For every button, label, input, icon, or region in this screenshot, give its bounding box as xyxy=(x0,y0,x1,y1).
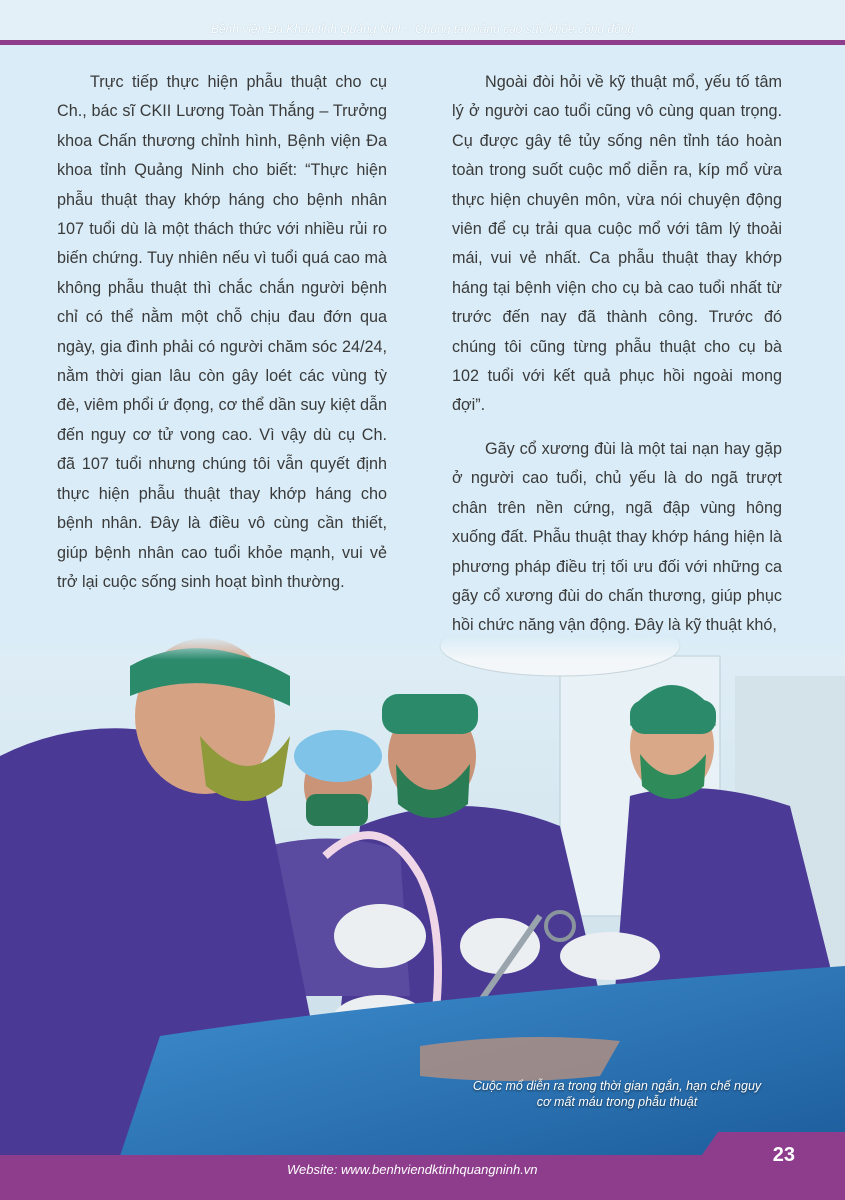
article-column-left xyxy=(57,68,387,611)
paragraph: Trực tiếp thực hiện phẫu thuật cho cụ Ch., bác sĩ CKII Lương Toàn Thắng – Trưởng khoa Chấn thương chỉnh hình, Bệnh viện Đa khoa tỉnh Quảng Ninh cho biết: “Thực hiện phẫu thuật thay khớp háng cho bệnh nhân 107 tuổi dù là một thách thức với nhiều rủi ro biến chứng. Tuy nhiên nếu vì tuổi quá cao mà không phẫu thuật thì chắc chắn người bệnh chỉ có thể nằm một chỗ chịu đau đớn qua ngày, gia đình phải có người chăm sóc 24/24, nằm thời gian lâu còn gây loét các vùng tỳ đè, viêm phổi ứ đọng, cơ thể dần suy kiệt dẫn đến nguy cơ tử vong cao. Vì vậy dù cụ Ch. đã 107 tuổi nhưng chúng tôi vẫn quyết định thực hiện phẫu thuật thay khớp háng cho bệnh nhân. Đây là điều vô cùng cần thiết, giúp bệnh nhân cao tuổi khỏe mạnh, vui vẻ trở lại cuộc sống sinh hoạt bình thường. xyxy=(57,73,387,591)
photo-caption: Cuộc mổ diễn ra trong thời gian ngắn, hạn chế nguy cơ mất máu trong phẫu thuật xyxy=(472,1079,762,1109)
article-column-right xyxy=(452,68,782,655)
header-rule xyxy=(0,40,845,45)
footer-website[interactable]: Website: www.benhviendktinhquangninh.vn xyxy=(287,1162,538,1177)
page-number: 23 xyxy=(772,1144,795,1166)
paragraph: Ngoài đòi hỏi về kỹ thuật mổ, yếu tố tâm lý ở người cao tuổi cũng vô cùng quan trọng. Cụ được gây tê tủy sống nên tỉnh táo hoàn toàn trong suốt cuộc mổ diễn ra, kíp mổ vừa thực hiện chuyên môn, vừa nói chuyện động viên để cụ trải qua cuộc mổ với tâm lý thoải mái, vui vẻ nhất. Ca phẫu thuật thay khớp háng tại bệnh viện cho cụ bà cao tuổi nhất từ trước đến nay đã thành công. Trước đó chúng tôi cũng từng phẫu thuật cho cụ bà 102 tuổi với kết quả phục hồi ngoài mong đợi”. xyxy=(452,73,782,415)
running-header: Bệnh viện Đa Khoa tỉnh Quảng Ninh - Chung tay nâng cao sức khỏe cộng đồng xyxy=(210,22,635,36)
paragraph: Gãy cổ xương đùi là một tai nạn hay gặp ở người cao tuổi, chủ yếu là do ngã trượt chân trên nền cứng, ngã đập vùng hông xuống đất. Phẫu thuật thay khớp háng hiện là phương pháp điều trị tối ưu đối với những ca gãy cổ xương đùi do chấn thương, giúp phục hồi chức năng vận động. Đây là kỹ thuật khó, xyxy=(452,439,782,635)
